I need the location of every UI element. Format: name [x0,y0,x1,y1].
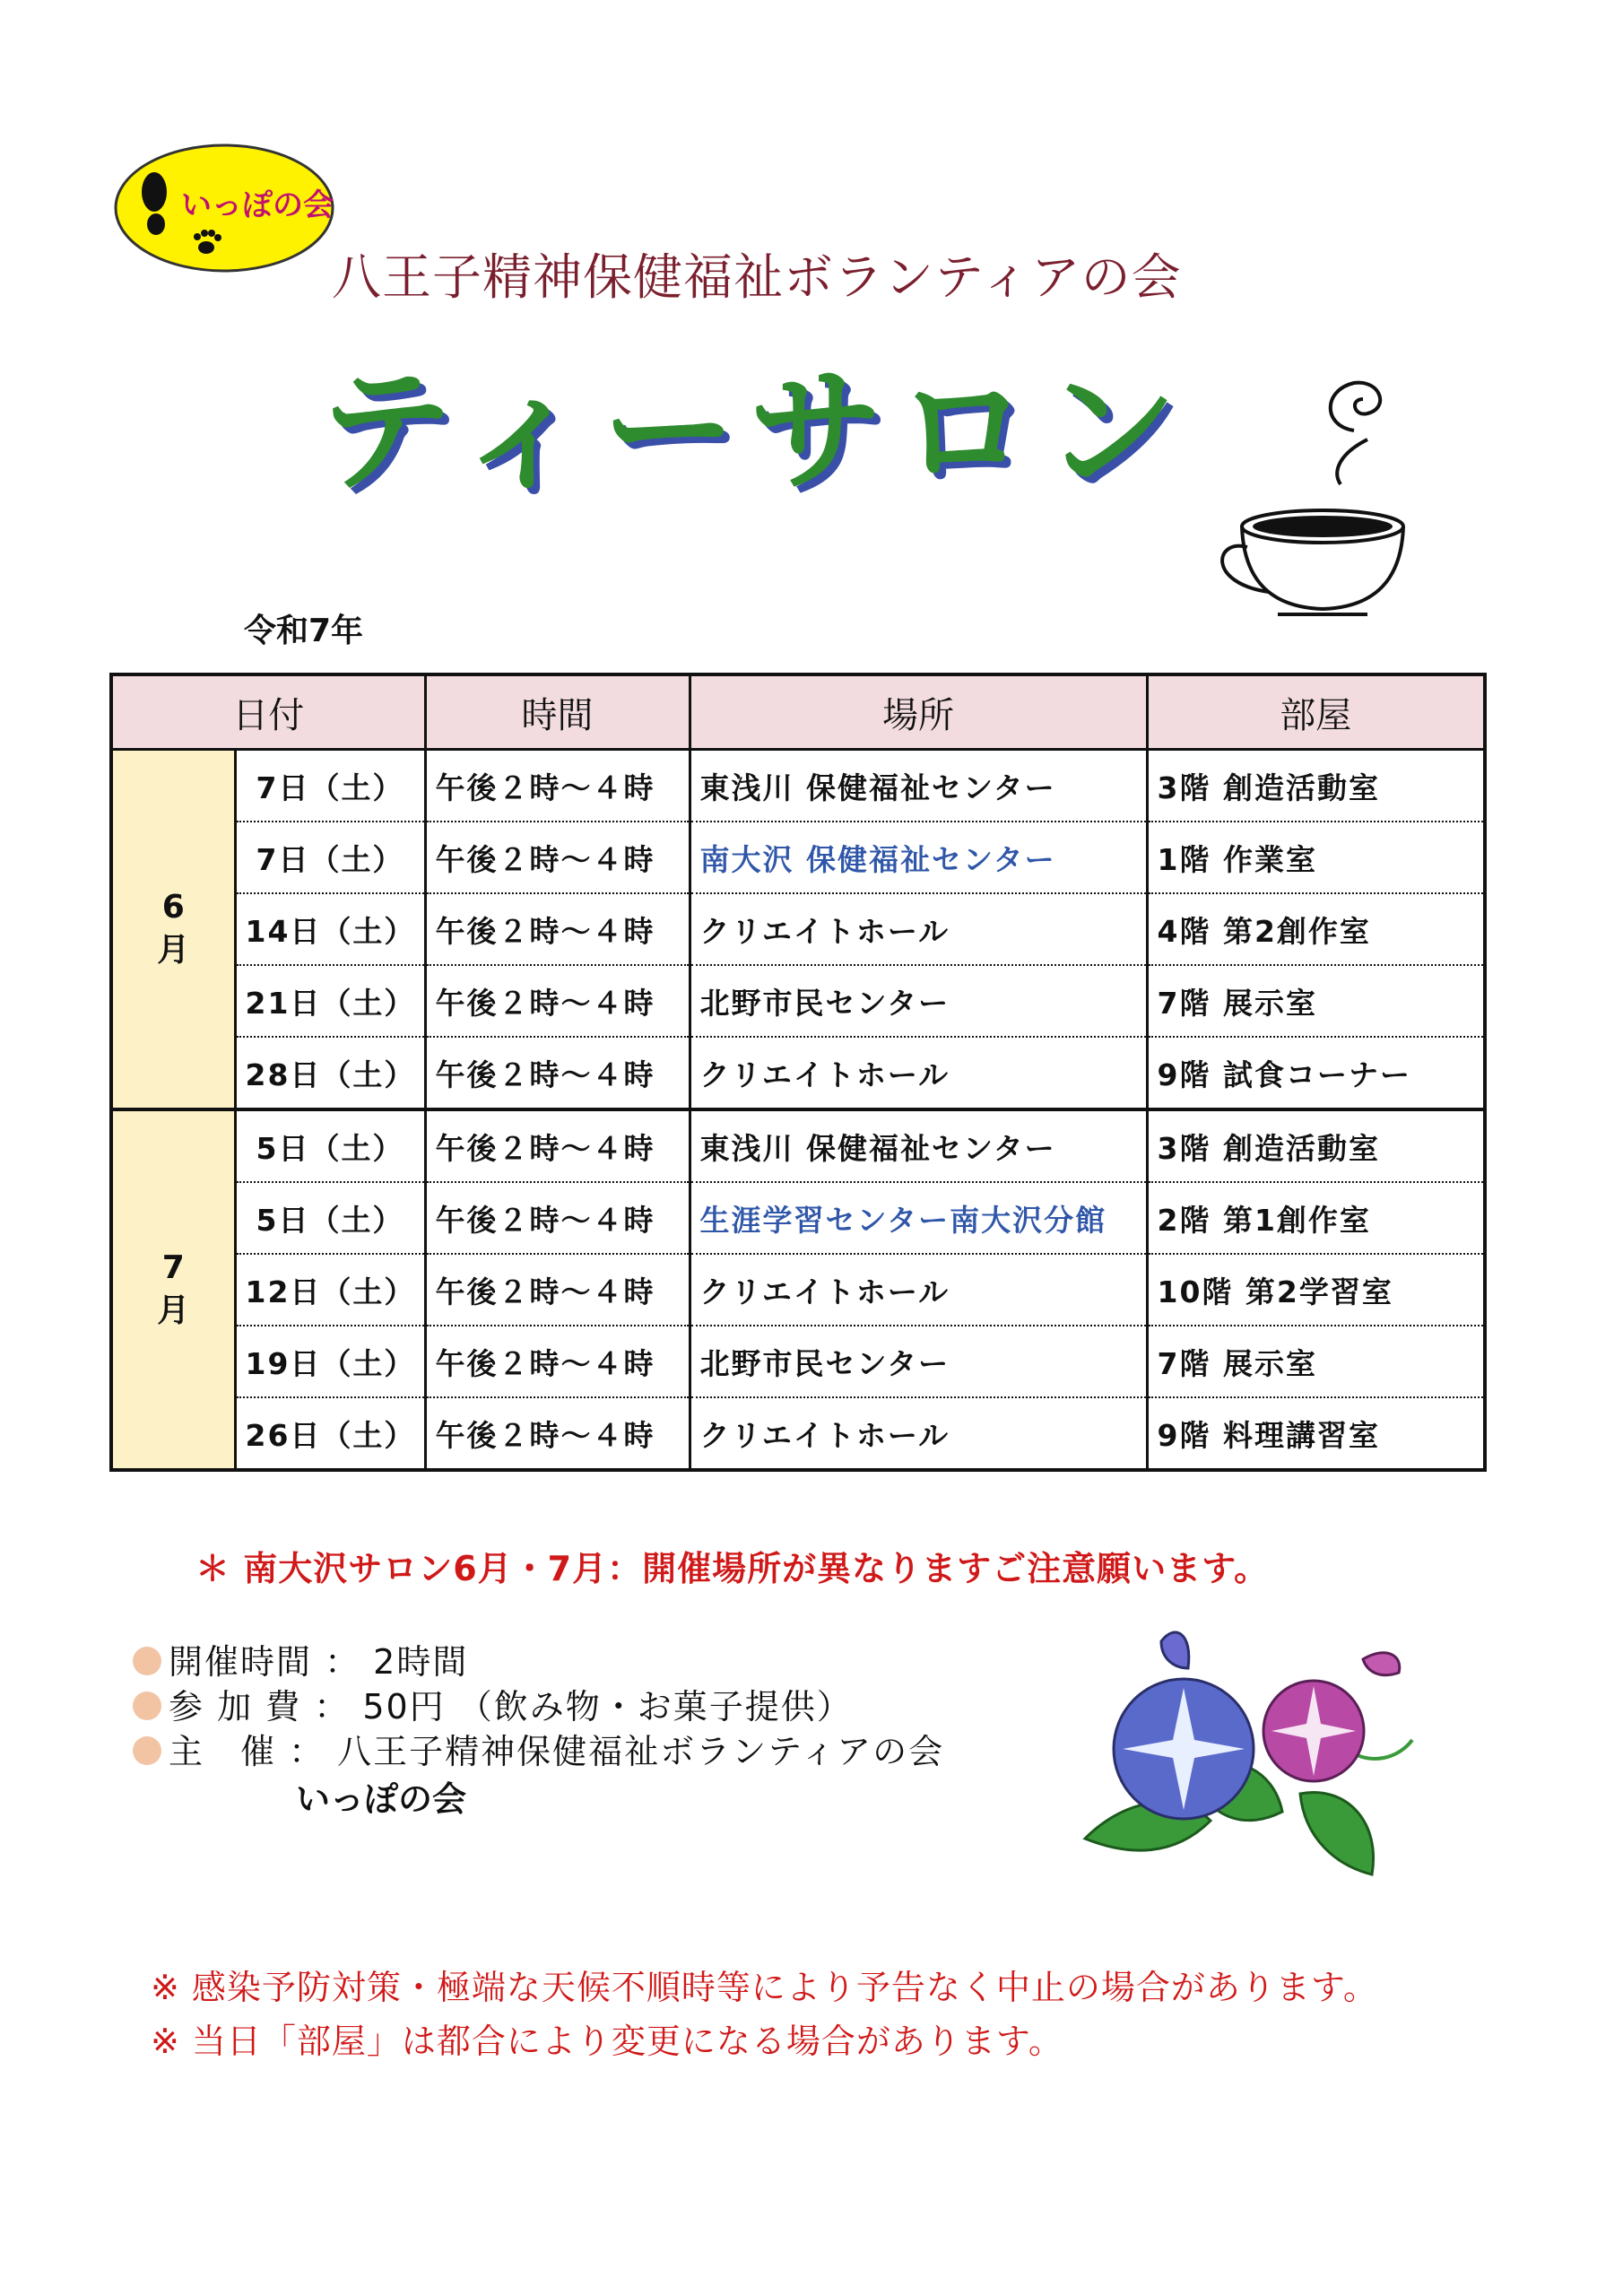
table-row [111,750,1485,822]
time-cell: 午後２時～４時 [425,1182,690,1254]
table-row [111,822,1485,893]
logo [113,142,339,278]
morning-glory-illustration [1076,1614,1462,1910]
time-cell: 午後２時～４時 [425,893,690,965]
venue-cell: 北野市民センター [690,965,1147,1037]
info-fee [133,1679,853,1728]
table-row [111,1037,1485,1109]
info-fee-text: 参 加 費 ： 50円 （飲み物・お菓子提供） [169,1687,853,1726]
table-row [111,893,1485,965]
table-row [111,1397,1485,1470]
time-cell: 午後２時～４時 [425,1254,690,1326]
room-cell: 9階 料理講習室 [1147,1397,1485,1470]
header-room: 部屋 [1147,674,1485,750]
table-header-row [111,674,1485,750]
venue-cell: クリエイトホール [690,1037,1147,1109]
info-host [133,1724,944,1773]
date-cell: 21日（土） [235,965,425,1037]
time-cell: 午後２時～４時 [425,822,690,893]
venue-cell: クリエイトホール [690,1254,1147,1326]
venue-cell: 東浅川 保健福祉センター [690,1109,1147,1182]
year-label: 令和7年 [244,613,364,649]
info-duration [133,1634,468,1683]
teacup-illustration [1188,372,1430,632]
table-row [111,1109,1485,1182]
table-row [111,1254,1485,1326]
room-cell: 2階 第1創作室 [1147,1182,1485,1254]
table-row [111,1182,1485,1254]
org-title: 八王子精神保健福祉ボランティアの会 [332,248,1182,306]
room-cell: 4階 第2創作室 [1147,893,1485,965]
warning-cancellation: ※ 感染予防対策・極端な天候不順時等により予告なく中止の場合があります。 [151,1968,1378,2007]
date-cell: 14日（土） [235,893,425,965]
time-cell: 午後２時～４時 [425,750,690,822]
venue-cell: クリエイトホール [690,1397,1147,1470]
room-cell: 7階 展示室 [1147,965,1485,1037]
room-cell: 9階 試食コーナー [1147,1037,1485,1109]
room-cell: 1階 作業室 [1147,822,1485,893]
warning-room-change: ※ 当日「部屋」は都合により変更になる場合があります。 [151,2022,1063,2061]
bullet-icon [133,1647,161,1675]
room-cell: 10階 第2学習室 [1147,1254,1485,1326]
date-cell: 12日（土） [235,1254,425,1326]
header-venue: 場所 [690,674,1147,750]
date-cell: 28日（土） [235,1037,425,1109]
venue-cell: 北野市民センター [690,1326,1147,1397]
bullet-icon [133,1692,161,1720]
date-cell: 7日（土） [235,822,425,893]
time-cell: 午後２時～４時 [425,1109,690,1182]
room-cell: 3階 創造活動室 [1147,750,1485,822]
info-duration-text: 開催時間 ： 2時間 [169,1642,469,1682]
month-cell: 6月 [111,750,235,1110]
info-host-text: 主 催 ： 八王子精神保健福祉ボランティアの会 [169,1732,945,1771]
venue-cell: 東浅川 保健福祉センター [690,750,1147,822]
time-cell: 午後２時～４時 [425,1326,690,1397]
venue-change-notice: ＊ 南大沢サロン6月・7月：開催場所が異なりますご注意願います。 [195,1549,1270,1588]
date-cell: 26日（土） [235,1397,425,1470]
time-cell: 午後２時～４時 [425,965,690,1037]
room-cell: 7階 展示室 [1147,1326,1485,1397]
venue-cell: クリエイトホール [690,893,1147,965]
logo-text: いっぽの会 [181,187,334,223]
table-row [111,965,1485,1037]
date-cell: 19日（土） [235,1326,425,1397]
date-cell: 5日（土） [235,1109,425,1182]
event-title: ティーサロン [318,354,1191,510]
month-cell: 7月 [111,1109,235,1470]
date-cell: 7日（土） [235,750,425,822]
schedule-table [109,673,1487,1472]
header-time: 時間 [425,674,690,750]
header-date: 日付 [111,674,425,750]
venue-cell: 南大沢 保健福祉センター [690,822,1147,893]
info-host-sub: いっぽの会 [296,1779,467,1819]
venue-cell: 生涯学習センター南大沢分館 [690,1182,1147,1254]
time-cell: 午後２時～４時 [425,1397,690,1470]
time-cell: 午後２時～４時 [425,1037,690,1109]
date-cell: 5日（土） [235,1182,425,1254]
room-cell: 3階 創造活動室 [1147,1109,1485,1182]
table-row [111,1326,1485,1397]
bullet-icon [133,1736,161,1765]
